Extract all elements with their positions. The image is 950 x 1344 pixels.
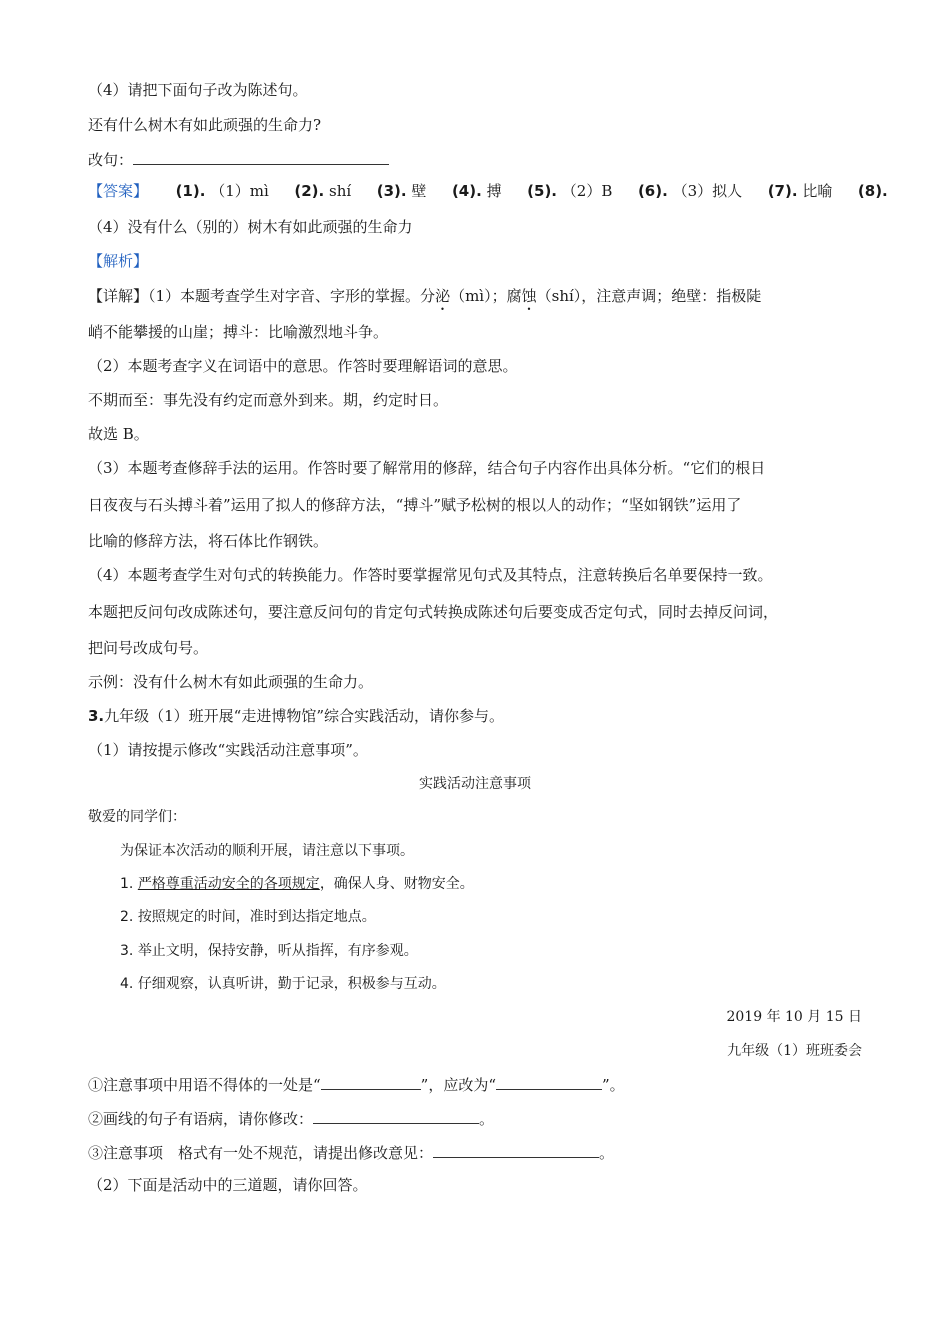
q4-rewrite-line xyxy=(88,148,862,171)
analysis-p4-line4: 示例：没有什么树木有如此顽强的生命力。 xyxy=(88,673,374,691)
rewrite-blank[interactable] xyxy=(133,148,389,165)
analysis-p3-line1: （3）本题考查修辞手法的运用。作答时要了解常用的修辞，结合句子内容作出具体分析。“它们的根日 xyxy=(88,459,766,477)
analysis-p4-line1: （4）本题考查学生对句式的转换能力。作答时要掌握常见句式及其特点，注意转换后名单要保持一致。 xyxy=(88,566,773,584)
task1-blank-2[interactable] xyxy=(496,1073,602,1090)
dotted-char-shi: 蚀 xyxy=(521,287,537,305)
analysis-p3-line2: 日夜夜与石头搏斗着”运用了拟人的修辞方法，“搏斗”赋予松树的根以人的动作；“坚如钢铁”运用了 xyxy=(88,496,742,514)
rewrite-label: 改句： xyxy=(88,151,134,169)
task1-blank-1[interactable] xyxy=(321,1073,421,1090)
q3-sub1: （1）请按提示修改“实践活动注意事项”。 xyxy=(88,741,368,759)
analysis-p2-line2: 不期而至：事先没有约定而意外到来。期，约定时日。 xyxy=(88,391,449,409)
answer-item-7: (7). 比喻 xyxy=(767,182,833,200)
task3-blank[interactable] xyxy=(433,1141,599,1158)
task2-blank[interactable] xyxy=(313,1107,479,1124)
analysis-tag: 【解析】 xyxy=(88,252,149,270)
q3-intro: 3.九年级（1）班开展“走进博物馆”综合实践活动，请你参与。 xyxy=(88,707,505,725)
notice-title: 实践活动注意事项 xyxy=(419,776,531,792)
answer-line xyxy=(88,180,888,202)
notice-item-2: 2. 按照规定的时间，准时到达指定地点。 xyxy=(120,909,376,925)
task-3: ③注意事项 格式有一处不规范，请提出修改意见： 。 xyxy=(88,1141,862,1164)
answer-item-4: (4). 搏 xyxy=(451,182,502,200)
analysis-p1-line1: 【详解】（1）本题考查学生对字音、字形的掌握。分泌（mì）；腐蚀（shí），注意声调；绝壁：指极陡 xyxy=(88,287,762,305)
notice-opening: 为保证本次活动的顺利开展，请注意以下事项。 xyxy=(120,843,414,859)
notice-date: 2019 年 10 月 15 日 xyxy=(726,1009,862,1025)
answer-item-3: (3). 壁 xyxy=(376,182,427,200)
answer-item-1: (1). （1）mì xyxy=(175,182,269,200)
dotted-char-mi: 泌 xyxy=(435,287,451,305)
notice-item-3: 3. 举止文明，保持安静，听从指挥，有序参观。 xyxy=(120,943,418,959)
q3-sub2: （2）下面是活动中的三道题，请你回答。 xyxy=(88,1176,368,1194)
analysis-p2-line1: （2）本题考查字义在词语中的意思。作答时要理解语词的意思。 xyxy=(88,357,518,375)
answer-item-6: (6). （3）拟人 xyxy=(637,182,743,200)
notice-greeting: 敬爱的同学们： xyxy=(88,809,186,825)
notice-item-1: 1. 严格尊重活动安全的各项规定，确保人身、财物安全。 xyxy=(120,876,474,892)
analysis-p1-line2: 峭不能攀援的山崖；搏斗：比喻激烈地斗争。 xyxy=(88,323,389,341)
analysis-p4-line3: 把问号改成句号。 xyxy=(88,639,209,657)
underlined-sentence: 严格尊重活动安全的各项规定 xyxy=(137,876,320,892)
analysis-p4-line2: 本题把反问句改成陈述句，要注意反问句的肯定句式转换成陈述句后要变成否定句式，同时去掉反问词， xyxy=(88,603,779,621)
answer-tag: 【答案】 xyxy=(88,182,149,200)
answer-continuation: （4）没有什么（别的）树木有如此顽强的生命力 xyxy=(88,218,413,236)
task-1: ①注意事项中用语不得体的一处是“ ”，应改为“ ”。 xyxy=(88,1073,862,1096)
notice-item-4: 4. 仔细观察，认真听讲，勤于记录，积极参与互动。 xyxy=(120,976,446,992)
detail-tag: 【详解】 xyxy=(88,287,149,305)
answer-item-5: (5). （2）B xyxy=(527,182,613,200)
analysis-p2-line3: 故选 B。 xyxy=(88,425,149,443)
q4-prompt: （4）请把下面句子改为陈述句。 xyxy=(88,81,308,99)
task-2: ②画线的句子有语病，请你修改： 。 xyxy=(88,1107,862,1130)
answer-item-2: (2). shí xyxy=(294,182,352,200)
analysis-p3-line3: 比喻的修辞方法，将石体比作钢铁。 xyxy=(88,532,329,550)
q4-sentence: 还有什么树木有如此顽强的生命力? xyxy=(88,116,322,134)
q3-number: 3. xyxy=(88,707,105,725)
answer-item-8: (8). xyxy=(857,182,888,200)
notice-signature: 九年级（1）班班委会 xyxy=(727,1043,862,1059)
